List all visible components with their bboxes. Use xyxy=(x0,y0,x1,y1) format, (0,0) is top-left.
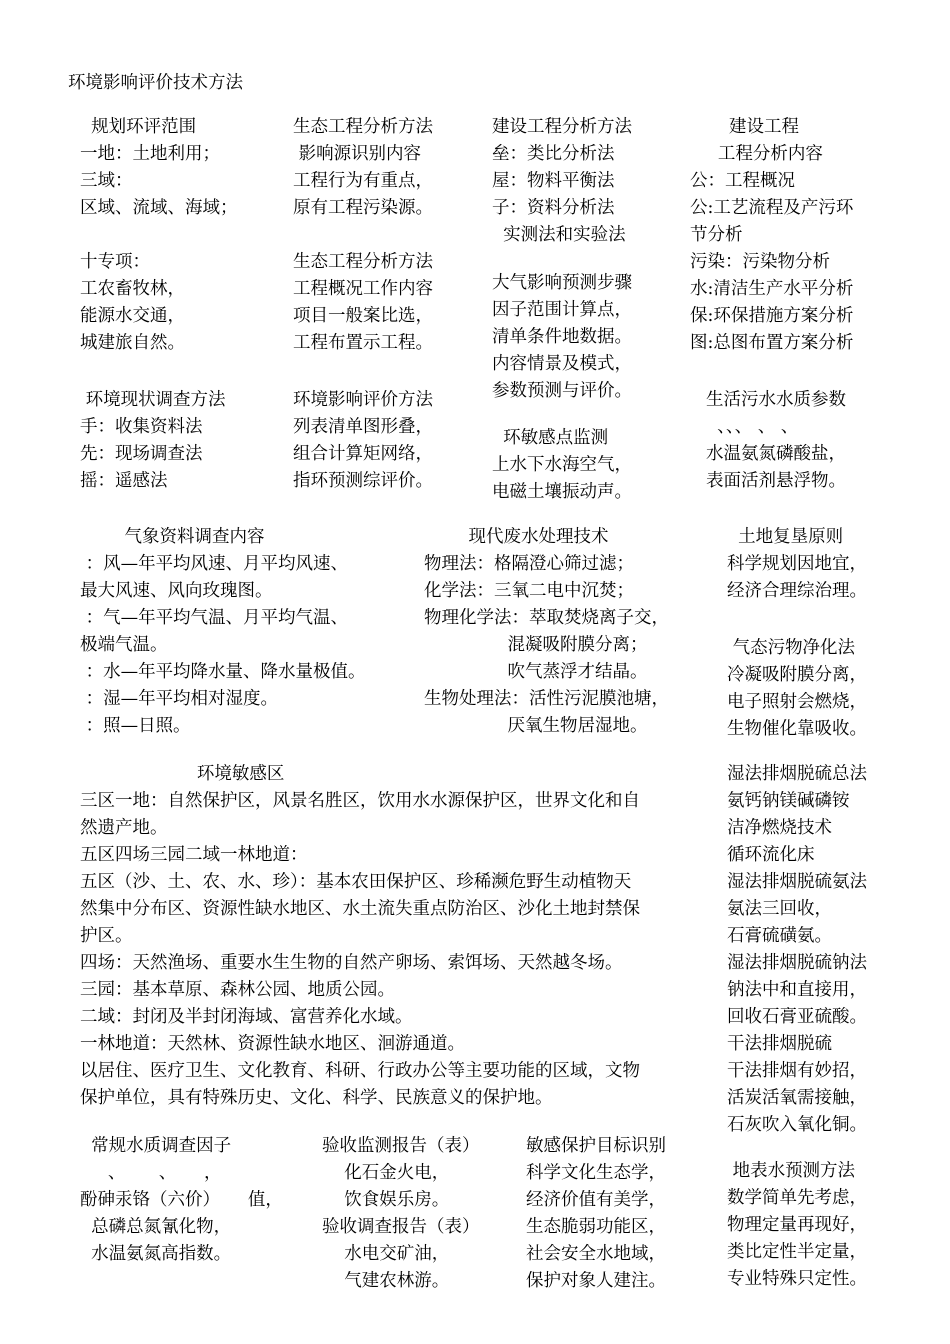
text-line: 地表水预测方法 xyxy=(727,1161,856,1181)
text-block-wastewater-tech xyxy=(424,524,709,740)
text-line: 吹气蒸浮才结晶。 xyxy=(424,662,648,682)
text-line: 湿法排烟脱硫总法 xyxy=(727,764,867,784)
text-line: 、、、 、 、 xyxy=(706,417,799,437)
text-line: ：风—年平均风速、月平均风速、 xyxy=(80,554,349,574)
text-line: 、 、 ， xyxy=(80,1163,222,1183)
text-line: 数学简单先考虑， xyxy=(727,1188,867,1208)
text-line: 规划环评范围 xyxy=(80,117,197,137)
text-line: 循环流化床 xyxy=(727,845,815,865)
text-line: 公:工艺流程及产污环 xyxy=(690,198,854,218)
text-line: 区域、流域、海域； xyxy=(80,198,238,218)
text-line: 水电交矿油， xyxy=(322,1244,450,1264)
text-line: 四场：天然渔场、重要水生生物的自然产卵场、索饵场、天然越冬场。 xyxy=(80,953,623,973)
text-block-water-quality-factors xyxy=(80,1133,310,1268)
text-line: 大气影响预测步骤 xyxy=(492,273,632,293)
text-block-sensitive-areas xyxy=(80,761,720,1112)
text-line: 酚砷汞铬（六价） 值， xyxy=(80,1190,283,1210)
text-line: 城建旅自然。 xyxy=(80,333,185,353)
text-line: ：气—年平均气温、月平均气温、 xyxy=(80,608,349,628)
text-line: 水温氨氮高指数。 xyxy=(80,1244,232,1264)
text-line: 然遗产地。 xyxy=(80,818,168,838)
text-line: 科学规划因地宜， xyxy=(727,554,867,574)
text-block-weather-survey xyxy=(80,524,420,740)
text-line: 列表清单图形叠， xyxy=(293,417,433,437)
text-line: 生态工程分析方法 xyxy=(293,252,433,272)
text-line: 项目一般案比选， xyxy=(293,306,433,326)
text-line: 社会安全水地域， xyxy=(526,1244,666,1264)
text-line: 敏感保护目标识别 xyxy=(526,1136,666,1156)
text-line: 类比定性半定量， xyxy=(727,1242,867,1262)
text-line: 物理定量再现好， xyxy=(727,1215,867,1235)
text-line: 气象资料调查内容 xyxy=(80,527,265,547)
text-line: 现代废水处理技术 xyxy=(424,527,609,547)
text-line: 土地复垦原则 xyxy=(727,527,844,547)
text-line: 工农畜牧林， xyxy=(80,279,185,299)
text-line: 物理化学法：萃取焚烧离子交， xyxy=(424,608,669,628)
text-line: 科学文化生态学， xyxy=(526,1163,666,1183)
text-line: 混凝吸附膜分离； xyxy=(424,635,648,655)
text-block-sensitive-monitoring xyxy=(492,425,672,506)
text-line: 水:清洁生产水平分析 xyxy=(690,279,854,299)
text-line: 冷凝吸附膜分离， xyxy=(727,665,867,685)
text-block-gas-purify xyxy=(727,635,907,743)
text-line: 以居住、医疗卫生、文化教育、科研、行政办公等主要功能的区域，文物 xyxy=(80,1061,640,1081)
text-block-acceptance-reports xyxy=(322,1133,512,1295)
text-block-land-reclaim xyxy=(727,524,907,605)
text-line: 二域：封闭及半封闭海域、富营养化水域。 xyxy=(80,1007,413,1027)
text-line: 环敏感点监测 xyxy=(492,428,609,448)
text-line: 手：收集资料法 xyxy=(80,417,203,437)
text-line: 气态污物净化法 xyxy=(727,638,856,658)
text-line: 活炭活氧需接触， xyxy=(727,1088,867,1108)
text-line: 建设工程分析方法 xyxy=(492,117,632,137)
text-line: 三区一地：自然保护区，风景名胜区，饮用水水源保护区，世界文化和自 xyxy=(80,791,640,811)
text-block-desulfurization xyxy=(727,761,907,1139)
text-line: 水温氨氮磷酸盐， xyxy=(706,444,846,464)
text-line: 指环预测综评价。 xyxy=(293,471,433,491)
text-block-sensitive-targets xyxy=(526,1133,716,1295)
text-line: 干法排烟有妙招， xyxy=(727,1061,867,1081)
text-line: 厌氧生物居湿地。 xyxy=(424,716,648,736)
text-line: 最大风速、风向玫瑰图。 xyxy=(80,581,273,601)
text-line: 氨钙钠镁碱磷铵 xyxy=(727,791,850,811)
text-line: 建设工程 xyxy=(690,117,799,137)
text-line: 化石金火电， xyxy=(322,1163,450,1183)
text-line: 内容情景及模式， xyxy=(492,354,632,374)
text-line: 洁净燃烧技术 xyxy=(727,818,832,838)
text-line: 工程行为有重点， xyxy=(293,171,433,191)
text-line: ：湿—年平均相对湿度。 xyxy=(80,689,279,709)
text-block-ten-topics xyxy=(80,249,270,357)
text-line: 因子范围计算点， xyxy=(492,300,632,320)
text-line: 工程布置示工程。 xyxy=(293,333,433,353)
text-line: 垒：类比分析法 xyxy=(492,144,615,164)
text-block-eco-analysis-2 xyxy=(293,249,468,357)
text-line: 石膏硫磺氨。 xyxy=(727,926,832,946)
text-line: 验收调查报告（表） xyxy=(322,1217,480,1237)
text-line: 一地：土地利用； xyxy=(80,144,220,164)
text-line: 影响源识别内容 xyxy=(293,144,422,164)
text-line: 保:环保措施方案分析 xyxy=(690,306,854,326)
text-line: 三园：基本草原、森林公园、地质公园。 xyxy=(80,980,395,1000)
text-line: 然集中分布区、资源性缺水地区、水土流失重点防治区、沙化土地封禁保 xyxy=(80,899,640,919)
text-line: 三域： xyxy=(80,171,133,191)
text-line: 生态脆弱功能区， xyxy=(526,1217,666,1237)
text-line: 钠法中和直接用， xyxy=(727,980,867,1000)
page-title: 环境影响评价技术方法 xyxy=(68,73,243,93)
text-line: 组合计算矩网络， xyxy=(293,444,433,464)
text-line: 验收监测报告（表） xyxy=(322,1136,480,1156)
text-line: 五区四场三园二域一林地道： xyxy=(80,845,308,865)
text-line: 屋：物料平衡法 xyxy=(492,171,615,191)
text-block-construction-content xyxy=(690,114,890,357)
text-line: 干法排烟脱硫 xyxy=(727,1034,832,1054)
text-line: 物理法：格隔澄心筛过滤； xyxy=(424,554,634,574)
text-line: ：照—日照。 xyxy=(80,716,191,736)
text-line: 化学法：三氧二电中沉焚； xyxy=(424,581,634,601)
text-line: 污染：污染物分析 xyxy=(690,252,830,272)
text-line: 摇：遥感法 xyxy=(80,471,168,491)
text-line: 经济合理综治理。 xyxy=(727,581,867,601)
text-line: 氨法三回收， xyxy=(727,899,832,919)
text-line: 石灰吹入氧化铜。 xyxy=(727,1115,867,1135)
text-line: 表面活剂悬浮物。 xyxy=(706,471,846,491)
text-line: 电磁土壤振动声。 xyxy=(492,482,632,502)
text-line: 极端气温。 xyxy=(80,635,168,655)
text-line: 节分析 xyxy=(690,225,743,245)
text-block-status-survey xyxy=(80,387,270,495)
text-line: 子：资料分析法 xyxy=(492,198,615,218)
text-line: 环境影响评价方法 xyxy=(293,390,433,410)
text-line: 湿法排烟脱硫钠法 xyxy=(727,953,867,973)
text-block-construction-analysis xyxy=(492,114,672,249)
text-line: 工程概况工作内容 xyxy=(293,279,433,299)
text-line: 保护对象人建注。 xyxy=(526,1271,666,1291)
text-block-sewage-params xyxy=(706,387,886,495)
text-line: 先：现场调查法 xyxy=(80,444,203,464)
text-line: 一林地道：天然林、资源性缺水地区、洄游通道。 xyxy=(80,1034,465,1054)
text-block-eia-methods xyxy=(293,387,468,495)
text-line: 十专项： xyxy=(80,252,150,272)
text-line: 生态工程分析方法 xyxy=(293,117,433,137)
text-block-surface-water-prediction xyxy=(727,1158,917,1293)
text-line: 保护单位，具有特殊历史、文化、科学、民族意义的保护地。 xyxy=(80,1088,553,1108)
text-line: 实测法和实验法 xyxy=(492,225,626,245)
text-line: 公：工程概况 xyxy=(690,171,795,191)
text-line: 回收石膏亚硫酸。 xyxy=(727,1007,867,1027)
text-block-air-prediction xyxy=(492,270,672,405)
text-line: 饮食娱乐房。 xyxy=(322,1190,450,1210)
text-line: 参数预测与评价。 xyxy=(492,381,632,401)
text-line: 生活污水水质参数 xyxy=(706,390,846,410)
text-line: 图:总图布置方案分析 xyxy=(690,333,854,353)
text-line: 工程分析内容 xyxy=(690,144,823,164)
text-line: 能源水交通， xyxy=(80,306,185,326)
text-line: 常规水质调查因子 xyxy=(80,1136,232,1156)
text-line: 专业特殊只定性。 xyxy=(727,1269,867,1289)
text-block-eco-analysis-1 xyxy=(293,114,468,222)
text-line: 电子照射会燃烧， xyxy=(727,692,867,712)
text-line: 原有工程污染源。 xyxy=(293,198,433,218)
text-line: 气建农林游。 xyxy=(322,1271,450,1291)
text-line: 上水下水海空气， xyxy=(492,455,632,475)
text-line: 生物处理法：活性污泥膜池塘， xyxy=(424,689,669,709)
text-line: 经济价值有美学， xyxy=(526,1190,666,1210)
text-line: 护区。 xyxy=(80,926,133,946)
text-line: 清单条件地数据。 xyxy=(492,327,632,347)
text-line: 湿法排烟脱硫氨法 xyxy=(727,872,867,892)
text-line: 环境敏感区 xyxy=(80,764,285,784)
text-line: 总磷总氮氰化物， xyxy=(80,1217,232,1237)
text-line: 环境现状调查方法 xyxy=(80,390,226,410)
text-line: 五区（沙、土、农、水、珍）：基本农田保护区、珍稀濒危野生动植物天 xyxy=(80,872,632,892)
text-block-planning-scope xyxy=(80,114,270,222)
text-line: ：水—年平均降水量、降水量极值。 xyxy=(80,662,366,682)
text-line: 生物催化靠吸收。 xyxy=(727,719,867,739)
